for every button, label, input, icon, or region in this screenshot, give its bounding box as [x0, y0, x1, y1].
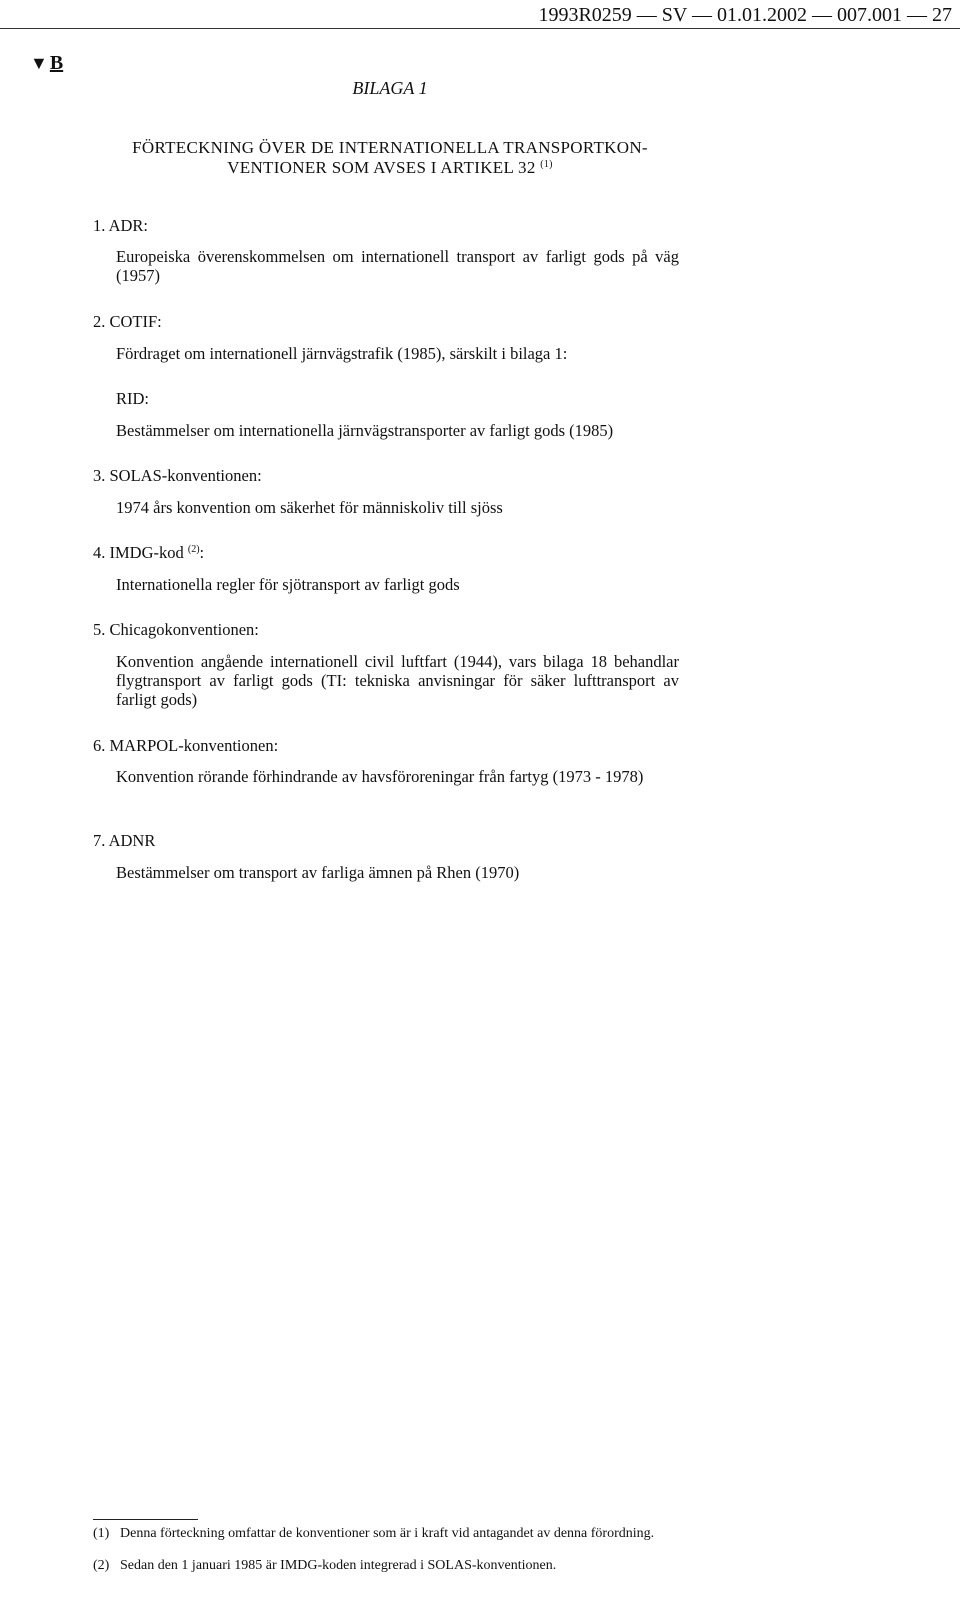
footnote-separator: [93, 1519, 198, 1520]
main-title: [80, 138, 700, 178]
item-2-description: Fördraget om internationell järnvägstrafik (1985), särskilt i bilaga 1:: [116, 344, 568, 363]
item-3-heading: 3. SOLAS-konventionen:: [93, 466, 262, 485]
amendment-marker-letter: B: [49, 52, 64, 74]
item-4-heading-text: 4. IMDG-kod: [93, 543, 184, 562]
down-triangle-icon: ▼: [30, 53, 48, 73]
item-1-description: Europeiska överenskommelsen om internationell transport av farligt gods på väg (1957): [116, 247, 679, 285]
footnote-2: [93, 1558, 683, 1574]
footnote-2-text: Sedan den 1 januari 1985 är IMDG-koden integrerad i SOLAS-konventionen.: [120, 1558, 557, 1573]
item-7-description: Bestämmelser om transport av farliga ämnen på Rhen (1970): [116, 863, 520, 882]
page-header: [0, 0, 960, 29]
item-2-heading: 2. COTIF:: [93, 312, 162, 331]
footnote-ref-2: (2): [187, 544, 200, 555]
item-6-description: Konvention rörande förhindrande av havsföroreningar från fartyg (1973 - 1978): [116, 767, 644, 786]
item-5-description: Konvention angående internationell civil luftfart (1944), vars bilaga 18 behandlar flygtransport av farligt gods (TI: tekniska anvisningar för säker lufttransport av farligt gods): [116, 652, 679, 709]
main-title-line-2: [80, 158, 700, 178]
main-title-line-1: FÖRTECKNING ÖVER DE INTERNATIONELLA TRANSPORTKON-: [132, 138, 648, 157]
item-1-heading: 1. ADR:: [93, 216, 149, 235]
footnote-1-mark: (1): [93, 1526, 110, 1541]
item-2-sub-description: Bestämmelser om internationella järnvägstransporter av farligt gods (1985): [116, 421, 614, 440]
item-3-description: 1974 års konvention om säkerhet för människoliv till sjöss: [116, 498, 503, 517]
document-reference: 1993R0259 — SV — 01.01.2002 — 007.001 — 27: [538, 4, 952, 26]
amendment-marker: [30, 51, 63, 75]
item-4-heading-colon: :: [199, 543, 205, 562]
annex-title: BILAGA 1: [352, 78, 428, 98]
item-4-heading: [93, 543, 204, 562]
item-5-heading: 5. Chicagokonventionen:: [93, 620, 259, 639]
footnote-ref-1: (1): [540, 159, 553, 170]
footnote-1: [93, 1526, 683, 1542]
item-6-heading: 6. MARPOL-konventionen:: [93, 736, 279, 755]
item-2-sub-heading: RID:: [116, 389, 149, 408]
footnote-2-mark: (2): [93, 1558, 110, 1573]
item-7-heading: 7. ADNR: [93, 831, 156, 850]
footnote-1-text: Denna förteckning omfattar de konventioner som är i kraft vid antagandet av denna förordning.: [120, 1526, 655, 1541]
main-title-line-2-text: VENTIONER SOM AVSES I ARTIKEL 32: [227, 158, 536, 177]
item-4-description: Internationella regler för sjötransport av farligt gods: [116, 575, 460, 594]
